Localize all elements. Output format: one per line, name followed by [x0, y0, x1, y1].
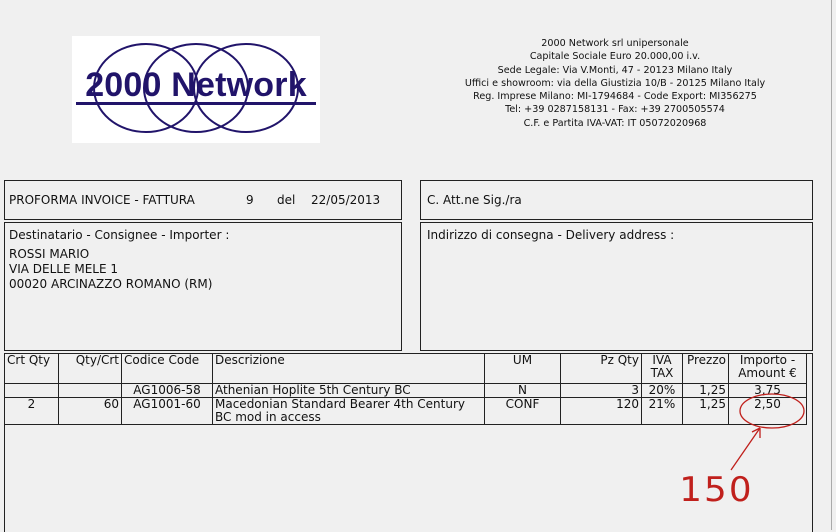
- invoice-del-label: del: [277, 193, 296, 207]
- consignee-label: Destinatario - Consignee - Importer :: [9, 228, 230, 242]
- col-header: Prezzo: [683, 354, 729, 384]
- col-header: Crt Qty: [5, 354, 59, 384]
- cell-prezzo: 1,25: [683, 384, 729, 398]
- table-row: [5, 398, 807, 425]
- cell-qty-crt: 60: [59, 398, 122, 425]
- consignee-street: VIA DELLE MELE 1: [9, 262, 119, 276]
- consignee-city: 00020 ARCINAZZO ROMANO (RM): [9, 277, 213, 291]
- delivery-box: [420, 222, 813, 351]
- cell-iva: 21%: [642, 398, 683, 425]
- items-table: [4, 353, 807, 425]
- col-header: Descrizione: [213, 354, 485, 384]
- consignee-box: [4, 222, 402, 351]
- attention-label: C. Att.ne Sig./ra: [427, 193, 522, 207]
- col-header: Importo - Amount €: [729, 354, 807, 384]
- cell-um: N: [485, 384, 561, 398]
- cell-pz-qty: 120: [561, 398, 642, 425]
- page-edge: [831, 0, 832, 530]
- delivery-label: Indirizzo di consegna - Delivery address :: [427, 228, 675, 242]
- invoice-title: PROFORMA INVOICE - FATTURA: [9, 193, 195, 207]
- company-line: C.F. e Partita IVA-VAT: IT 05072020968: [523, 117, 707, 129]
- company-line: Sede Legale: Via V.Monti, 47 - 20123 Milano Italy: [497, 64, 733, 76]
- invoice-date: 22/05/2013: [311, 193, 381, 207]
- attention-box: [420, 180, 813, 220]
- cell-pz-qty: 3: [561, 384, 642, 398]
- logo-text: 2000 Network: [85, 66, 307, 104]
- cell-code: AG1006-58: [122, 384, 213, 398]
- cell-prezzo: 1,25: [683, 398, 729, 425]
- consignee-name: ROSSI MARIO: [9, 247, 90, 261]
- col-header: UM: [485, 354, 561, 384]
- col-header: Pz Qty: [561, 354, 642, 384]
- table-row: [5, 384, 807, 398]
- annotation-text: 150: [679, 470, 754, 510]
- company-logo: [72, 36, 320, 143]
- cell-um: CONF: [485, 398, 561, 425]
- company-line: Uffici e showroom: via della Giustizia 10/B - 20125 Milano Italy: [464, 77, 766, 89]
- col-header: Codice Code: [122, 354, 213, 384]
- cell-code: AG1001-60: [122, 398, 213, 425]
- company-line: Tel: +39 0287158131 - Fax: +39 2700505574: [505, 104, 725, 116]
- cell-importo: 2,50: [729, 398, 807, 425]
- table-header-row: [5, 354, 807, 384]
- cell-qty-crt: [59, 384, 122, 398]
- invoice-title-box: [4, 180, 402, 220]
- invoice-number: 9: [246, 193, 254, 207]
- col-header: Qty/Crt: [59, 354, 122, 384]
- company-line: Reg. Imprese Milano: MI-1794684 - Code Export: MI356275: [473, 91, 757, 103]
- company-info: [410, 37, 820, 130]
- cell-crt-qty: 2: [5, 398, 59, 425]
- company-line: 2000 Network srl unipersonale: [541, 38, 689, 49]
- col-header: IVA TAX: [642, 354, 683, 384]
- cell-importo: 3,75: [729, 384, 807, 398]
- cell-description: Macedonian Standard Bearer 4th Century BC mod in access: [213, 398, 485, 425]
- cell-crt-qty: [5, 384, 59, 398]
- cell-description: Athenian Hoplite 5th Century BC: [213, 384, 485, 398]
- company-line: Capitale Sociale Euro 20.000,00 i.v.: [529, 51, 701, 63]
- cell-iva: 20%: [642, 384, 683, 398]
